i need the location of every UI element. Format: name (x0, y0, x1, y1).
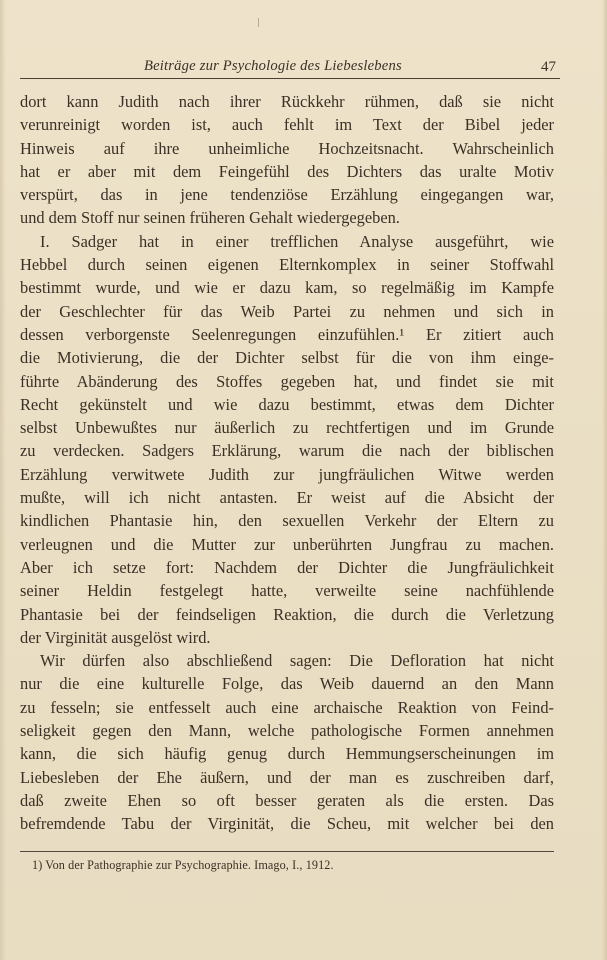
text-line: dessen verborgenste Seelenregungen einzufühlen.¹ Er zitiert auch (20, 324, 554, 344)
text-line: verunreinigt worden ist, auch fehlt im Text der Bibel jeder (20, 115, 554, 135)
text-line: dort kann Judith nach ihrer Rückkehr rühmen, daß sie nicht (20, 92, 554, 111)
page-edge-right (602, 0, 607, 960)
text-line: der Geschlechter für das Weib Partei zu nehmen und sich in (20, 301, 554, 321)
text-line: kann, die sich häufig genug durch Hemmungserscheinungen im (20, 744, 554, 764)
paragraph-start-line: Wir dürfen also abschließend sagen: Die Defloration hat nicht (40, 651, 554, 671)
text-line: Erzählung verwitwete Judith zur jungfräulichen Witwe werden (20, 464, 554, 484)
text-line: seiner Heldin festgelegt hatte, verweilte seine nachfühlende (20, 581, 554, 601)
text-line: der Virginität ausgelöst wird. (20, 627, 211, 647)
body-text (20, 90, 554, 836)
text-line: zu fesseln; sie entfesselt auch eine archaische Reaktion von Feind- (20, 697, 554, 717)
text-line: die Motivierung, die der Dichter selbst für die von ihm einge- (20, 348, 554, 368)
running-header (20, 56, 560, 79)
footnote: 1) Von der Pathographie zur Psychographie. Imago, I., 1912. (32, 858, 334, 872)
text-line: zu verdecken. Sadgers Erklärung, warum die nach der biblischen (20, 441, 554, 461)
text-line: mußte, will ich nicht antasten. Er weist auf die Absicht der (20, 488, 554, 508)
footnote-divider (20, 851, 554, 852)
text-line: führte Abänderung des Stoffes gegeben hat, und findet sie mit (20, 371, 554, 391)
text-line: nur die eine kulturelle Folge, das Weib dauernd an den Mann (20, 674, 554, 694)
text-line: bestimmt wurde, und wie er dazu kam, so regelmäßig im Kampfe (20, 278, 554, 298)
text-line: Hinweis auf ihre unheimliche Hochzeitsnacht. Wahrscheinlich (20, 138, 554, 158)
text-line: hat er aber mit dem Feingefühl des Dichters das uralte Motiv (20, 161, 554, 181)
running-title: Beiträge zur Psychologie des Liebeslebens (144, 58, 402, 74)
page-mark (258, 18, 259, 27)
text-line: Aber ich setze fort: Nachdem der Dichter die Jungfräulichkeit (20, 557, 554, 577)
text-line: daß zweite Ehen so oft besser geraten als die ersten. Das (20, 790, 554, 810)
text-line: seligkeit gegen den Mann, welche pathologische Formen annehmen (20, 721, 554, 741)
text-line: Liebesleben der Ehe äußern, und der man es zuschreiben darf, (20, 767, 554, 787)
text-line: verspürt, das in jene tendenziöse Erzählung eingegangen war, (20, 185, 554, 205)
text-line: verleugnen und die Mutter zur unberührten Jungfrau zu machen. (20, 534, 554, 554)
text-line: Hebbel durch seinen eigenen Elternkomplex in seiner Stoffwahl (20, 255, 554, 275)
text-line: Recht gekünstelt und wie dazu bestimmt, etwas dem Dichter (20, 394, 554, 414)
text-line: Phantasie bei der feindseligen Reaktion, die durch die Verletzung (20, 604, 554, 624)
text-line: befremdende Tabu der Virginität, die Scheu, mit welcher bei den (20, 814, 554, 834)
paragraph-start-line: I. Sadger hat in einer trefflichen Analyse ausgeführt, wie (40, 231, 554, 251)
page-number: 47 (541, 59, 556, 75)
text-line: kindlichen Phantasie hin, den sexuellen Verkehr der Eltern zu (20, 511, 554, 531)
page-edge-left (0, 0, 6, 960)
text-line: selbst Unbewußtes nur äußerlich zu rechtfertigen und im Grunde (20, 418, 554, 438)
text-line: und dem Stoff nur seinen früheren Gehalt wiedergegeben. (20, 208, 400, 228)
